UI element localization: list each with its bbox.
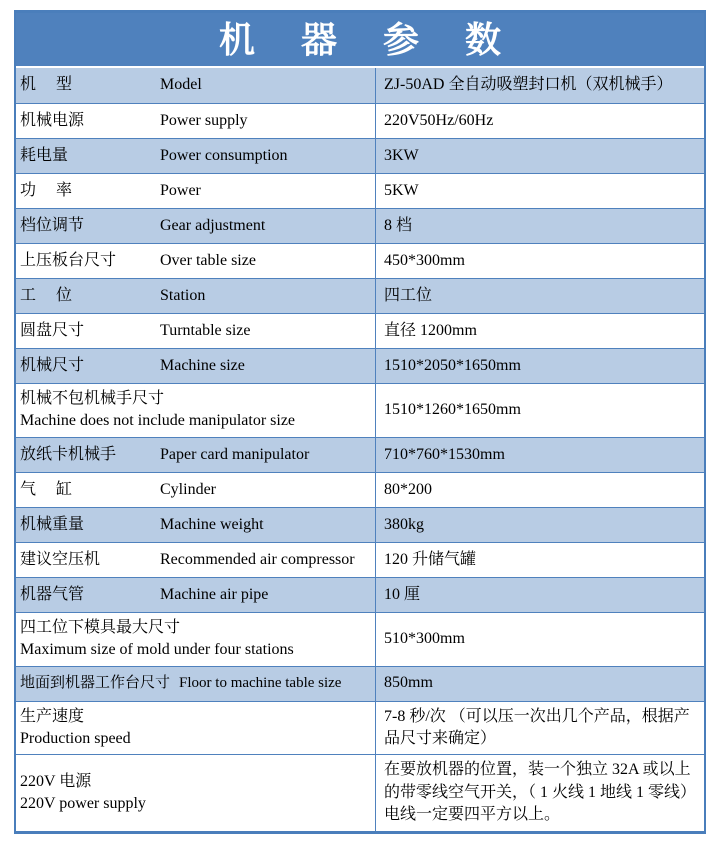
param-name-en: Machine air pipe [160, 585, 269, 603]
param-value: 450*300mm [384, 251, 465, 269]
param-value: 8 档 [384, 216, 413, 234]
param-name-en: Machine does not include manipulator size [20, 412, 296, 430]
param-name-cn: 功 率 [20, 181, 73, 199]
param-label-cell [16, 174, 375, 208]
table-row [16, 348, 704, 383]
table-row [16, 701, 704, 755]
param-name-cn: 机械电源 [20, 111, 85, 129]
table-row [16, 208, 704, 243]
param-name-en: Station [160, 286, 206, 304]
spec-table [14, 10, 706, 834]
param-label-cell [16, 613, 375, 666]
param-label-cell [16, 244, 375, 278]
param-label-cell [16, 384, 375, 437]
param-value: 120 升储气罐 [384, 550, 477, 568]
param-value: 220V50Hz/60Hz [384, 111, 494, 129]
param-value-cell [375, 578, 704, 612]
param-name-cn: 生产速度 [20, 707, 85, 725]
param-name-cn: 机械重量 [20, 515, 85, 533]
param-label-cell [16, 578, 375, 612]
param-name-en: Paper card manipulator [160, 445, 310, 463]
param-label-cell [16, 438, 375, 472]
param-value: 在要放机器的位置，装一个独立 32A 或以上的带零线空气开关，（ 1 火线 1 地线 1 零线）电线一定要四平方以上。 [384, 761, 691, 824]
param-name-en: Over table size [160, 251, 256, 269]
table-row [16, 278, 704, 313]
param-name-en: Power consumption [160, 146, 288, 164]
param-value: 510*300mm [384, 629, 465, 647]
param-value: 850mm [384, 674, 433, 692]
param-value: 7-8 秒/次 （可以压一次出几个产品，根据产品尺寸来确定） [384, 707, 690, 747]
param-value-cell [375, 174, 704, 208]
table-header [16, 13, 704, 68]
param-label-cell [16, 543, 375, 577]
param-name-cn: 220V 电源 [20, 772, 92, 790]
param-name-en: Cylinder [160, 480, 216, 498]
param-value-cell [375, 473, 704, 507]
param-value-cell [375, 508, 704, 542]
param-name-en: Turntable size [160, 321, 251, 339]
param-value: 710*760*1530mm [384, 445, 505, 463]
param-value-cell [375, 667, 704, 701]
param-value-cell [375, 543, 704, 577]
param-value-cell [375, 139, 704, 173]
param-value: 四工位 [384, 286, 433, 304]
param-name-cn: 上压板台尺寸 [20, 251, 117, 269]
param-value: 10 厘 [384, 585, 421, 603]
param-name-en: Machine weight [160, 515, 264, 533]
param-value-cell [375, 209, 704, 243]
page-title: 机 器 参 数 [218, 19, 506, 60]
table-row [16, 507, 704, 542]
table-row [16, 243, 704, 278]
table-body [16, 68, 704, 831]
param-name-en: Maximum size of mold under four stations [20, 641, 294, 659]
param-label-cell [16, 279, 375, 313]
param-name-en: Recommended air compressor [160, 550, 355, 568]
table-row [16, 138, 704, 173]
param-name-cn: 放纸卡机械手 [20, 445, 117, 463]
param-value: 1510*2050*1650mm [384, 356, 521, 374]
param-name-cn: 气 缸 [20, 480, 73, 498]
param-label-cell [16, 209, 375, 243]
param-value-cell [375, 68, 704, 103]
param-label-cell [16, 104, 375, 138]
param-value-cell [375, 279, 704, 313]
param-name-en: Power [160, 181, 201, 199]
param-name-en: Model [160, 76, 202, 94]
param-name-cn: 机械尺寸 [20, 356, 85, 374]
param-name-cn: 机 型 [20, 76, 73, 94]
param-label-cell [16, 667, 375, 701]
table-row [16, 666, 704, 701]
param-value-cell [375, 349, 704, 383]
table-row [16, 383, 704, 437]
param-label-cell [16, 139, 375, 173]
param-value: 380kg [384, 515, 424, 533]
param-value-cell [375, 702, 704, 755]
param-value-cell [375, 314, 704, 348]
param-name-cn: 圆盘尺寸 [20, 321, 85, 339]
table-row [16, 754, 704, 830]
param-name-cn: 工 位 [20, 286, 73, 304]
table-row [16, 612, 704, 666]
param-label-cell [16, 508, 375, 542]
param-value: 1510*1260*1650mm [384, 401, 521, 419]
param-value: 80*200 [384, 480, 432, 498]
table-row [16, 313, 704, 348]
param-name-en: Power supply [160, 111, 248, 129]
param-value: 5KW [384, 181, 419, 199]
param-name-en: Gear adjustment [160, 216, 266, 234]
table-row [16, 542, 704, 577]
param-name-en: 220V power supply [20, 794, 146, 812]
param-name-cn: 机械不包机械手尺寸 [20, 390, 165, 407]
param-value: ZJ-50AD 全自动吸塑封口机（双机械手） [384, 76, 673, 94]
param-label-cell [16, 68, 375, 103]
param-value-cell [375, 384, 704, 437]
param-value: 3KW [384, 146, 419, 164]
param-name-en: Production speed [20, 729, 131, 747]
table-row [16, 68, 704, 103]
param-name-cn: 耗电量 [20, 146, 69, 164]
table-row [16, 472, 704, 507]
param-name-cn: 档位调节 [20, 216, 85, 234]
table-row [16, 173, 704, 208]
param-value-cell [375, 244, 704, 278]
table-row [16, 577, 704, 612]
param-value-cell [375, 104, 704, 138]
param-name-en: Machine size [160, 356, 245, 374]
param-value: 直径 1200mm [384, 321, 477, 339]
param-label-cell [16, 473, 375, 507]
param-value-cell [375, 755, 704, 830]
param-label-cell [16, 349, 375, 383]
table-row [16, 437, 704, 472]
param-value-cell [375, 613, 704, 666]
param-name-cn: 四工位下模具最大尺寸 [20, 618, 181, 636]
table-row [16, 103, 704, 138]
param-label-cell [16, 702, 375, 755]
param-label-cell [16, 314, 375, 348]
param-value-cell [375, 438, 704, 472]
param-name-cn: 机器气管 [20, 585, 85, 603]
param-name-en: Floor to machine table size [179, 675, 342, 692]
param-label-cell [16, 755, 375, 830]
param-name-cn: 建议空压机 [20, 550, 101, 568]
param-name-cn: 地面到机器工作台尺寸 [20, 675, 171, 692]
